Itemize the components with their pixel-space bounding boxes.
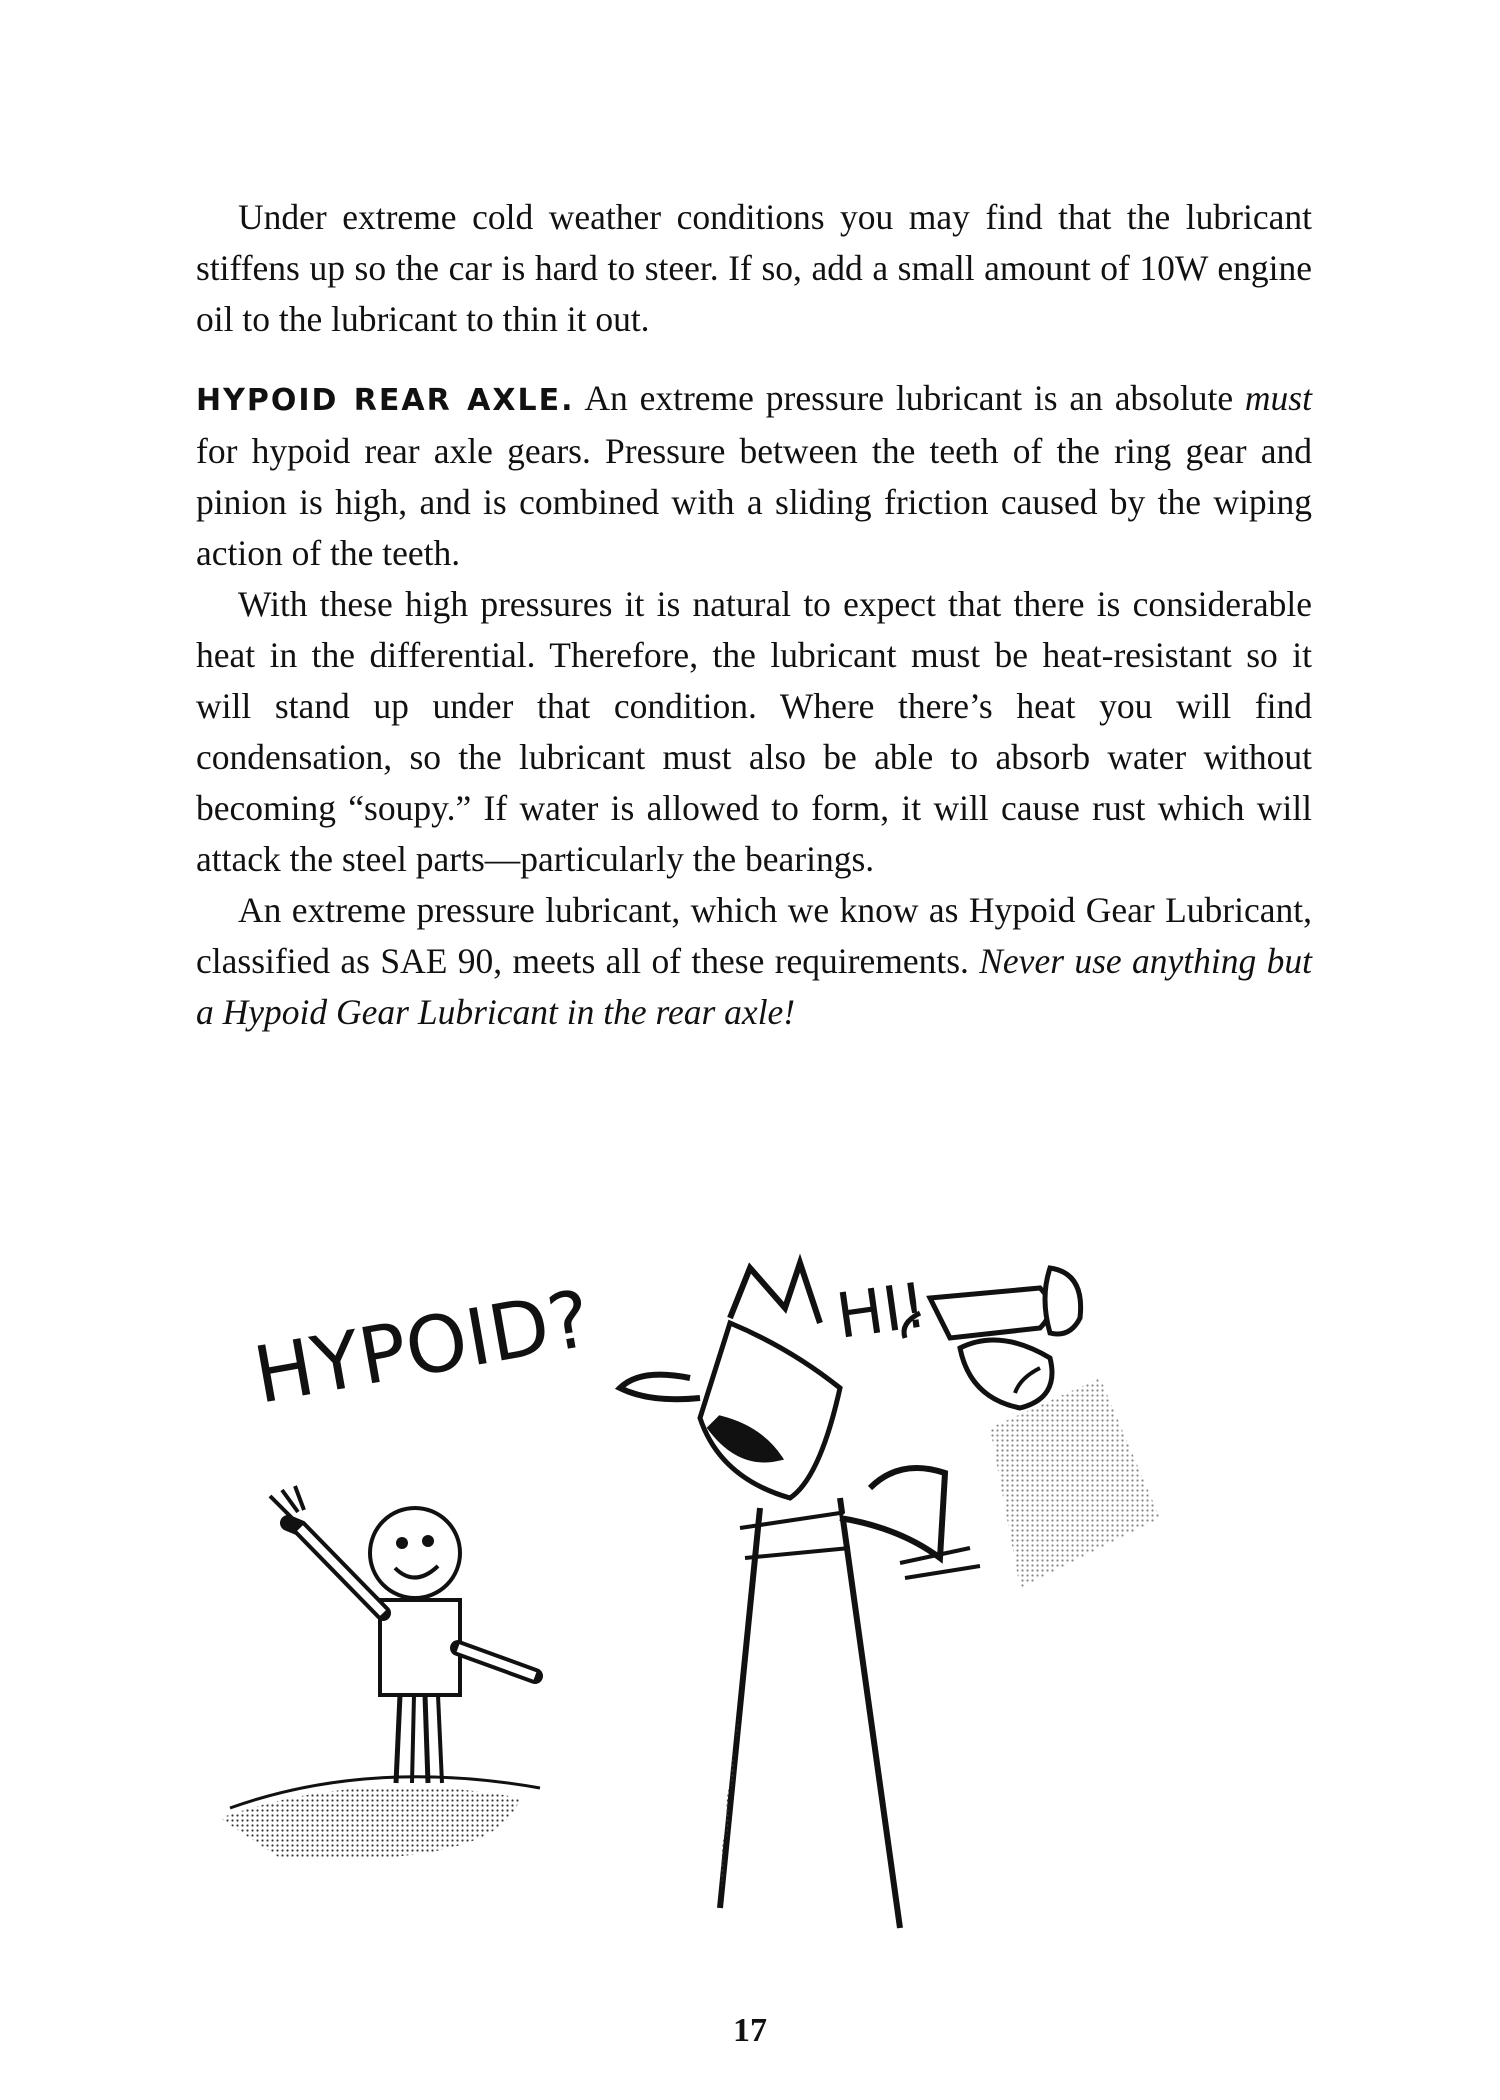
hi-caption: HI! bbox=[831, 1268, 931, 1353]
cartoon-drawing bbox=[200, 1228, 1320, 1948]
paragraph-cold-weather: Under extreme cold weather conditions you may find that the lubricant stiffens up so the car is hard to steer. If so, add a small amount of 10W engine oil to the lubricant to thin it out. bbox=[196, 197, 1312, 339]
paragraph-heat: With these high pressures it is natural to expect that there is considerable heat in the differential. Therefore, the lubricant must be heat-resistant so it will stand up under that condition. Where there’s heat you will find condensation, so the lubricant must also be able to absorb water without becoming “soupy.” If water is allowed to form, it will cause rust which will attack the steel parts—particularly the bearings. bbox=[196, 584, 1312, 879]
intro-emphasis: must bbox=[1244, 378, 1312, 418]
hypoid-caption: HYPOID? bbox=[247, 1274, 598, 1422]
requirements-text: An extreme pressure lubricant, which we know as Hypoid Gear Lubricant, classified as SAE 90, meets all of these requirements. bbox=[196, 890, 1312, 981]
paragraph-requirements bbox=[196, 885, 1312, 1038]
paragraph-hypoid-intro bbox=[196, 373, 1312, 579]
page-number: 17 bbox=[733, 2012, 767, 2049]
ball-head-character bbox=[220, 1486, 540, 1859]
body-text bbox=[196, 192, 1312, 1038]
intro-text-after: for hypoid rear axle gears. Pressure between the teeth of the ring gear and pinion is high, and is combined with a sliding friction caused by the wiping action of the teeth. bbox=[196, 431, 1312, 573]
intro-text-before: An extreme pressure lubricant is an absolute bbox=[574, 378, 1245, 418]
sailor-character bbox=[620, 1263, 980, 1928]
cartoon-illustration bbox=[200, 1228, 1320, 1948]
section-heading: HYPOID REAR AXLE. bbox=[196, 383, 575, 418]
requirements-warning: Never use anything but a Hypoid Gear Lubricant in the rear axle! bbox=[196, 941, 1312, 1032]
